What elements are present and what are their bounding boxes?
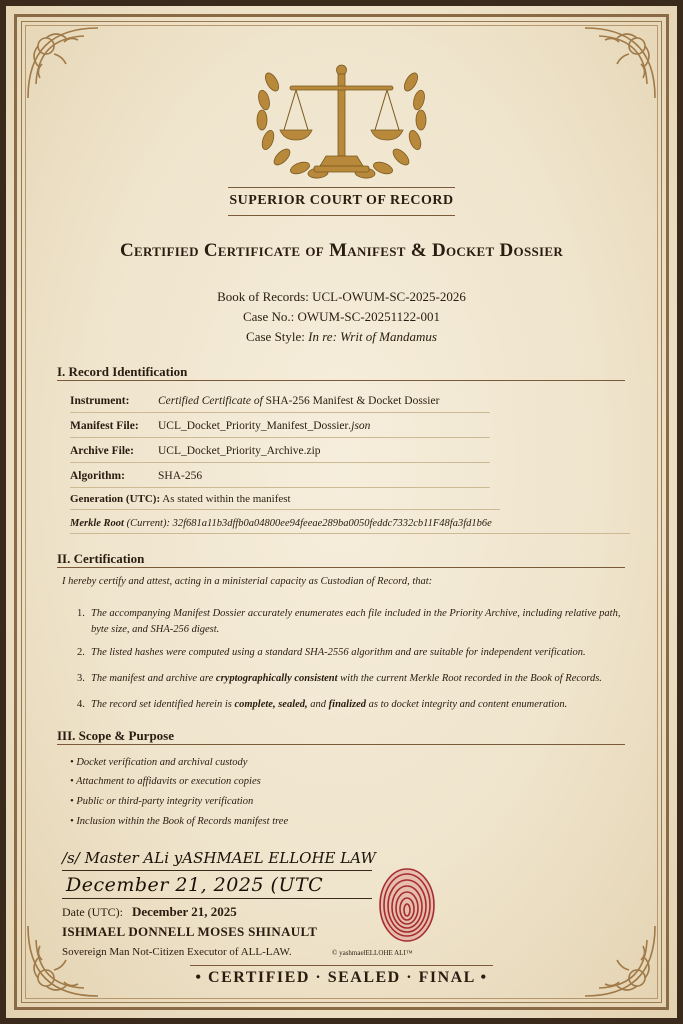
signature-line: /s/ Master ALi yASHMAEL ELLOHE LAW xyxy=(62,849,376,867)
corner-ornament-icon xyxy=(24,24,102,102)
signature-date-handwritten: December 21, 2025 (UTC xyxy=(66,874,324,896)
signature-rule xyxy=(62,898,372,899)
section-rule xyxy=(57,744,625,745)
book-of-records: Book of Records: UCL-OWUM-SC-2025-2026 xyxy=(217,289,466,304)
court-rule-top xyxy=(228,187,455,188)
case-style: Case Style: In re: Writ of Mandamus xyxy=(246,329,437,344)
list-item: 2. The listed hashes were computed using a standard SHA-2556 algorithm and are suitable for independent verification. xyxy=(77,647,586,658)
section-heading: III. Scope & Purpose xyxy=(57,728,175,743)
corner-ornament-icon xyxy=(581,24,659,102)
record-row-manifest: Manifest File: UCL_Docket_Priority_Manifest_Dossier.json xyxy=(70,415,490,438)
certification-intro: I hereby certify and attest, acting in a ministerial capacity as Custodian of Record, that: xyxy=(62,576,433,587)
list-item: • Attachment to affidavits or execution copies xyxy=(70,776,261,787)
list-item: 1. The accompanying Manifest Dossier accurately enumerates each file included in the Priority Archive, including relative path, byte size, and SHA-256 digest. xyxy=(77,608,621,635)
court-name: SUPERIOR COURT OF RECORD xyxy=(229,193,454,208)
list-item: 4. The record set identified herein is complete, sealed, and finalized as to docket integrity and content enumeration. xyxy=(77,699,568,710)
signatory-name: ISHMAEL DONNELL MOSES SHINAULT xyxy=(62,924,318,939)
scales-of-justice-icon xyxy=(250,62,433,186)
fingerprint-icon xyxy=(378,866,436,944)
footer-rule xyxy=(190,965,493,966)
list-item: 3. The manifest and archive are cryptographically consistent with the current Merkle Root recorded in the Book of Records. xyxy=(77,673,602,684)
section-heading: II. Certification xyxy=(57,551,145,566)
section-rule xyxy=(57,380,625,381)
court-rule-bottom xyxy=(228,215,455,216)
date-row: Date (UTC): December 21, 2025 xyxy=(62,904,237,919)
list-item: • Inclusion within the Book of Records manifest tree xyxy=(70,816,289,827)
list-item: • Public or third-party integrity verification xyxy=(70,796,254,807)
case-number: Case No.: OWUM-SC-20251122-001 xyxy=(242,309,441,324)
signature-rule xyxy=(62,870,372,871)
section-heading: I. Record Identification xyxy=(57,364,188,379)
generation-row: Generation (UTC): As stated within the manifest xyxy=(70,493,500,510)
document-title: Certified Certificate of Manifest & Docket Dossier xyxy=(119,240,564,261)
record-row-archive: Archive File: UCL_Docket_Priority_Archive.zip xyxy=(70,440,490,463)
merkle-root-row: Merkle Root (Current): 32f681a11b3dffb0a04800ee94feeae289ba0050feddc7332cb11F48fa3fd1b6e xyxy=(70,518,630,534)
footer-seal-text: • CERTIFIED · SEALED · FINAL • xyxy=(195,969,488,986)
signatory-role: Sovereign Man Not-Citizen Executor of ALL-LAW. xyxy=(62,946,292,958)
record-row-algorithm: Algorithm: SHA-256 xyxy=(70,465,490,488)
record-row-instrument: Instrument: Certified Certificate of SHA-256 Manifest & Docket Dossier xyxy=(70,390,490,413)
list-item: • Docket verification and archival custody xyxy=(70,757,248,768)
copyright-mark: © yashmaelELLOHE ALI™ xyxy=(332,949,413,957)
corner-ornament-icon xyxy=(581,922,659,1000)
section-rule xyxy=(57,567,625,568)
